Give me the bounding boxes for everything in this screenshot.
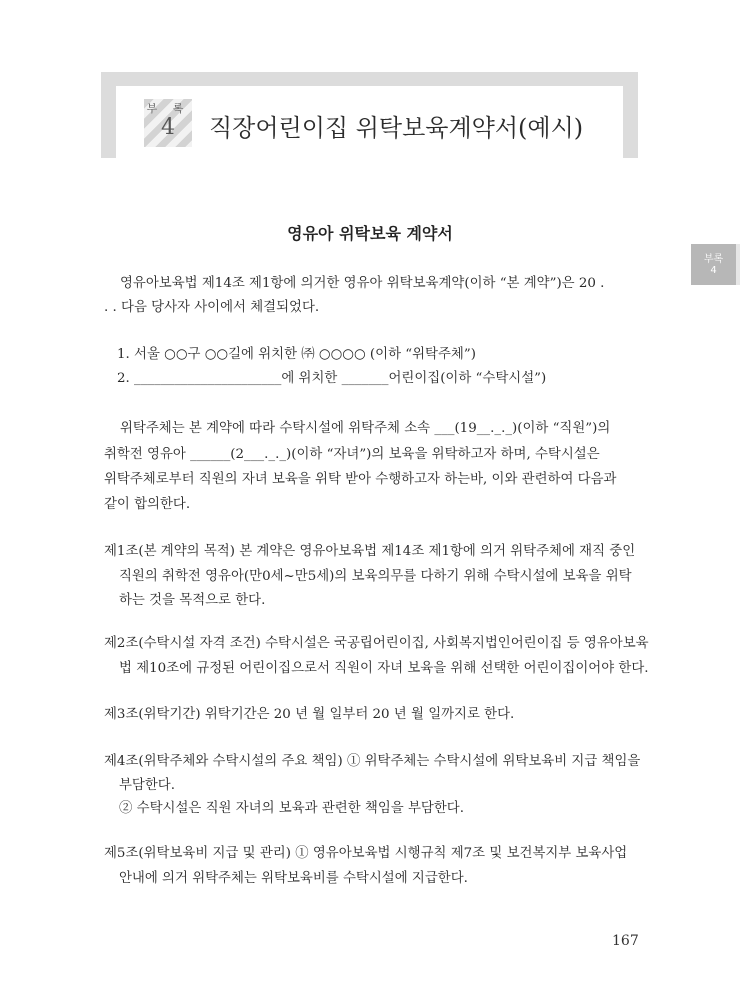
page-number: 167 [612, 933, 639, 949]
side-tab-number: 4 [710, 265, 717, 276]
party-line: 1. 서울 ○○구 ○○길에 위치한 ㈜ ○○○○ (이하 “위탁주체”) [117, 347, 476, 362]
article-2-line: 법 제10조에 규정된 어린이집으로서 직원이 자녀 보육을 위해 선택한 어린이집이어야 한다. [119, 661, 649, 676]
appendix-badge-label: 부 록 [146, 102, 190, 115]
preamble-line: 위탁주체는 본 계약에 따라 수탁시설에 위탁주체 소속 ___(19__._._)(이하 “직원”)의 [120, 421, 611, 436]
preamble-line: 같이 합의한다. [104, 497, 191, 512]
article-1-line: 하는 것을 목적으로 한다. [119, 593, 266, 608]
article-4-line: 부담한다. [119, 778, 175, 793]
side-appendix-tab [691, 244, 740, 285]
appendix-header-inner [116, 86, 623, 158]
side-tab-stripe [736, 244, 740, 285]
article-4-line: ② 수탁시설은 직원 자녀의 보육과 관련한 책임을 부담한다. [119, 801, 464, 816]
article-4-line: 제4조(위탁주체와 수탁시설의 주요 책임) ① 위탁주체는 수탁시설에 위탁보육비 지급 책임을 [104, 754, 641, 769]
side-tab-label: 부록 [703, 254, 724, 265]
article-3-line: 제3조(위탁기간) 위탁기간은 20 년 월 일부터 20 년 월 일까지로 한다. [104, 707, 515, 722]
intro-line: 영유아보육법 제14조 제1항에 의거한 영유아 위탁보육계약(이하 “본 계약”)은 20 . [120, 276, 605, 291]
intro-line: . . 다음 당사자 사이에서 체결되었다. [104, 300, 320, 315]
appendix-header-banner [101, 72, 638, 158]
appendix-badge [144, 99, 192, 147]
appendix-title: 직장어린이집 위탁보육계약서(예시) [209, 114, 584, 142]
contract-title: 영유아 위탁보육 계약서 [287, 224, 453, 243]
preamble-line: 취학전 영유아 ______(2___._._)(이하 “자녀”)의 보육을 위탁하고자 하며, 수탁시설은 [104, 447, 600, 462]
appendix-badge-number: 4 [161, 115, 175, 140]
article-5-line: 안내에 의거 위탁주체는 위탁보육비를 수탁시설에 지급한다. [119, 871, 468, 886]
article-5-line: 제5조(위탁보육비 지급 및 관리) ① 영유아보육법 시행규칙 제7조 및 보건복지부 보육사업 [104, 846, 628, 861]
party-line: 2. ______________________에 위치한 _______어린이집(이하 “수탁시설”) [117, 371, 547, 386]
article-2-line: 제2조(수탁시설 자격 조건) 수탁시설은 국공립어린이집, 사회복지법인어린이집 등 영유아보육 [104, 636, 649, 651]
preamble-line: 위탁주체로부터 직원의 자녀 보육을 위탁 받아 수행하고자 하는바, 이와 관련하여 다음과 [104, 472, 617, 487]
article-1-line: 직원의 취학전 영유아(만0세~만5세)의 보육의무를 다하기 위해 수탁시설에 보육을 위탁 [119, 569, 632, 584]
article-1-line: 제1조(본 계약의 목적) 본 계약은 영유아보육법 제14조 제1항에 의거 위탁주체에 재직 중인 [104, 544, 636, 559]
